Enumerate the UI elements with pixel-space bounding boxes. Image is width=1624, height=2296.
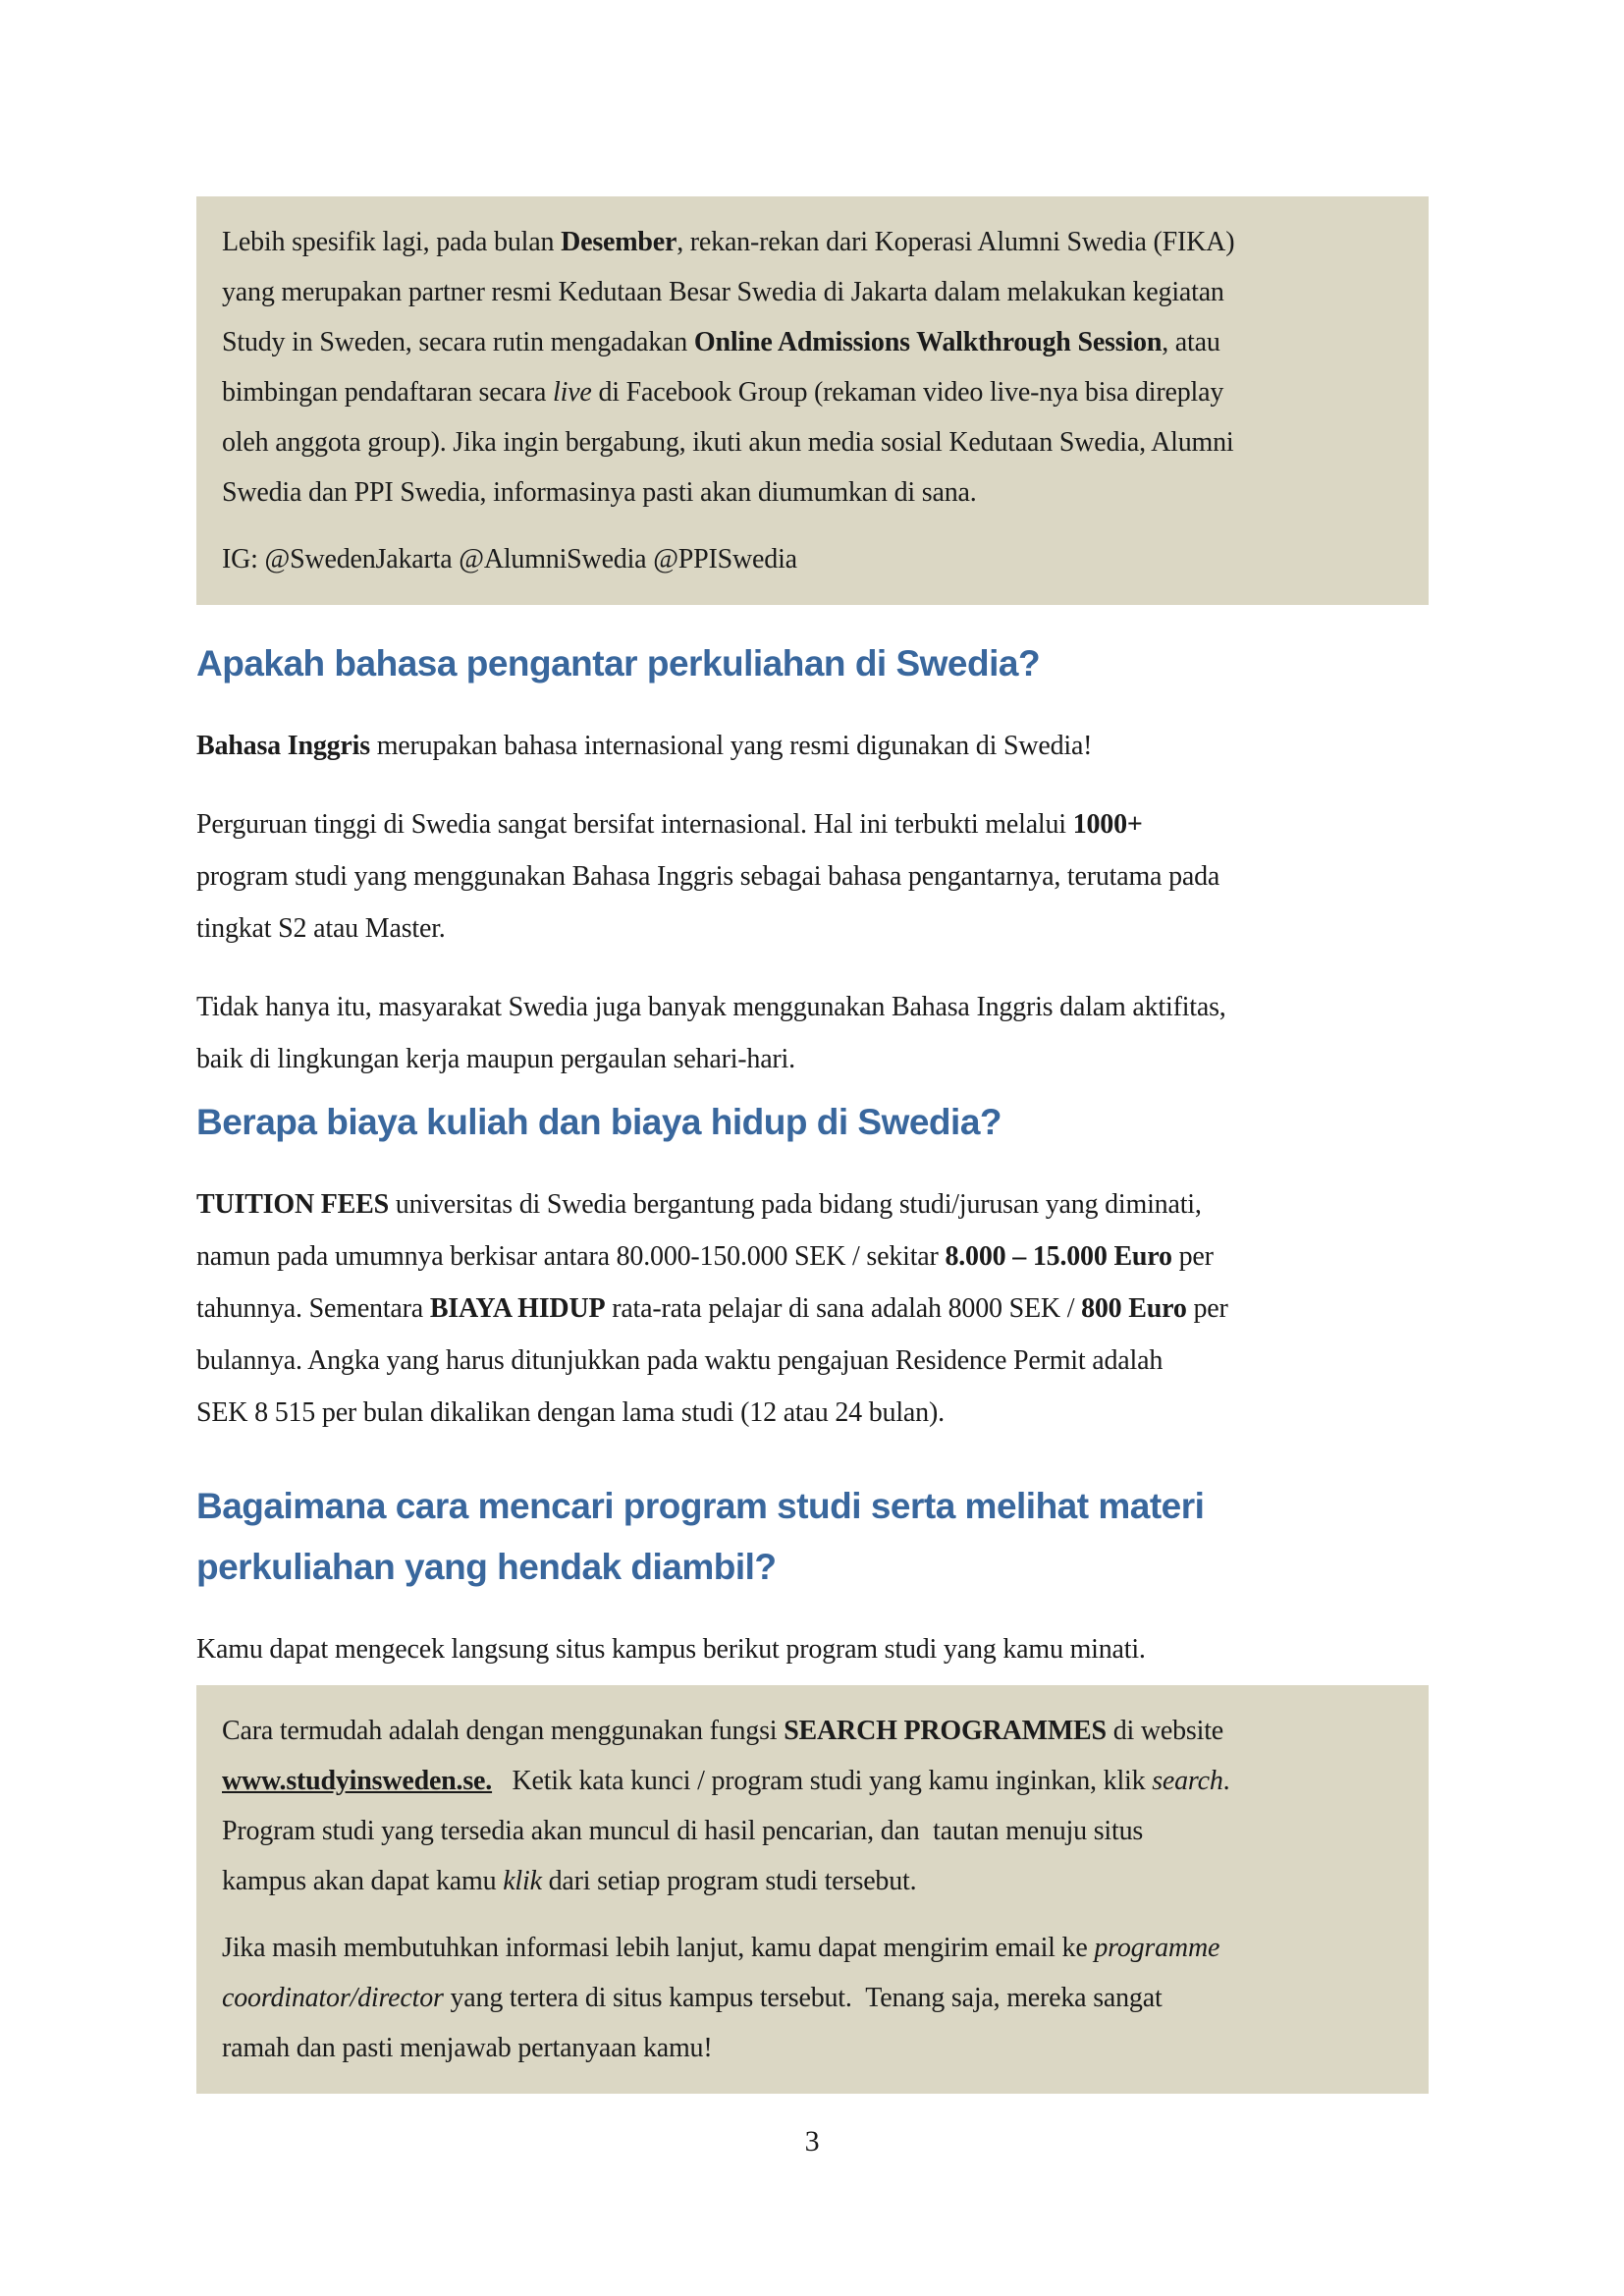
text-run: coordinator/director <box>222 1983 444 2013</box>
callout-paragraph <box>222 1923 1403 2073</box>
text-run: bulannya. Angka yang harus ditunjukkan pada waktu pengajuan Residence Permit adalah <box>196 1345 1164 1376</box>
text-run: Bagaimana cara mencari program studi serta melihat materi <box>196 1486 1205 1526</box>
text-run: Study in Sweden, secara rutin mengadakan <box>222 327 694 357</box>
paragraph <box>196 720 1429 772</box>
text-run: per <box>1171 1241 1214 1272</box>
studyinsweden-link[interactable]: www.studyinsweden.se. <box>222 1766 493 1796</box>
text-run: Apakah bahasa pengantar perkuliahan di Swedia? <box>196 643 1041 683</box>
callout-paragraph <box>222 217 1403 518</box>
text-run: rata-rata pelajar di sana adalah 8000 SEK / <box>605 1293 1082 1324</box>
text-run: . <box>1222 1766 1230 1796</box>
text-run: program studi yang menggunakan Bahasa Inggris sebagai bahasa pengantarnya, terutama pada <box>196 861 1220 892</box>
text-run: Berapa biaya kuliah dan biaya hidup di Swedia? <box>196 1102 1001 1142</box>
text-run: programme <box>1094 1933 1220 1963</box>
section-heading-search <box>196 1476 1429 1598</box>
text-run: Online Admissions Walkthrough Session <box>693 327 1163 357</box>
text-run: Swedia dan PPI Swedia, informasinya pasti akan diumumkan di sana. <box>222 477 977 508</box>
text-run: klik <box>503 1866 542 1896</box>
text-run: 800 Euro <box>1081 1293 1187 1324</box>
text-run: universitas di Swedia bergantung pada bidang studi/jurusan yang diminati, <box>389 1189 1202 1220</box>
text-run: search <box>1152 1766 1223 1796</box>
faq-section-search-programmes <box>196 1476 1429 1702</box>
text-run: 8.000 – 15.000 Euro <box>945 1241 1172 1272</box>
text-run: yang tertera di situs kampus tersebut. Tenang saja, mereka sangat <box>443 1983 1163 2013</box>
text-run: merupakan bahasa internasional yang resmi digunakan di Swedia! <box>369 731 1093 761</box>
text-run: IG: @SwedenJakarta @AlumniSwedia @PPISwedia <box>222 544 797 574</box>
paragraph <box>196 981 1429 1085</box>
text-run: kampus akan dapat kamu <box>222 1866 504 1896</box>
text-run: Perguruan tinggi di Swedia sangat bersifat internasional. Hal ini terbukti melalui <box>196 809 1073 840</box>
text-run: Desember <box>561 227 677 257</box>
text-run: tahunnya. Sementara <box>196 1293 430 1324</box>
text-run: SEK 8 515 per bulan dikalikan dengan lama studi (12 atau 24 bulan). <box>196 1397 945 1428</box>
text-run: bimbingan pendaftaran secara <box>222 377 554 408</box>
faq-section-language <box>196 633 1429 1112</box>
text-run: 1000+ <box>1072 809 1143 840</box>
ig-handles-line <box>222 534 1403 584</box>
text-run: ramah dan pasti menjawab pertanyaan kamu! <box>222 2033 713 2063</box>
text-run: baik di lingkungan kerja maupun pergaulan sehari-hari. <box>196 1044 795 1074</box>
text-run: , atau <box>1162 327 1220 357</box>
text-run: , rekan-rekan dari Koperasi Alumni Swedia (FIKA) <box>677 227 1235 257</box>
text-run: Bahasa Inggris <box>196 731 370 761</box>
text-run: Cara termudah adalah dengan menggunakan fungsi <box>222 1716 785 1746</box>
section-heading-language <box>196 633 1429 694</box>
text-run: tingkat S2 atau Master. <box>196 913 446 944</box>
text-run: di website <box>1106 1716 1224 1746</box>
text-run: SEARCH PROGRAMMES <box>784 1716 1107 1746</box>
text-run: perkuliahan yang hendak diambil? <box>196 1547 777 1587</box>
text-run: BIAYA HIDUP <box>429 1293 606 1324</box>
text-run: yang merupakan partner resmi Kedutaan Besar Swedia di Jakarta dalam melakukan kegiatan <box>222 277 1224 307</box>
text-run: di Facebook Group (rekaman video live-nya bisa direplay <box>591 377 1224 408</box>
paragraph <box>196 1178 1429 1439</box>
page-footer <box>0 2124 1624 2159</box>
callout-paragraph <box>222 1706 1403 1906</box>
info-callout-search-tip <box>196 1685 1429 2094</box>
text-run: namun pada umumnya berkisar antara 80.000-150.000 SEK / sekitar <box>196 1241 946 1272</box>
info-callout-admissions <box>196 196 1429 605</box>
page-number: 3 <box>804 2125 820 2158</box>
text-run: TUITION FEES <box>196 1189 389 1220</box>
text-run: Tidak hanya itu, masyarakat Swedia juga banyak menggunakan Bahasa Inggris dalam aktifitas, <box>196 992 1226 1022</box>
paragraph <box>196 798 1429 955</box>
faq-section-cost <box>196 1092 1429 1465</box>
text-run: oleh anggota group). Jika ingin bergabung, ikuti akun media sosial Kedutaan Swedia, Alumni <box>222 427 1234 458</box>
paragraph <box>196 1623 1429 1675</box>
text-run: Kamu dapat mengecek langsung situs kampus berikut program studi yang kamu minati. <box>196 1634 1146 1665</box>
text-run: live <box>553 377 592 408</box>
text-run: Ketik kata kunci / program studi yang kamu inginkan, klik <box>492 1766 1153 1796</box>
text-run: per <box>1186 1293 1228 1324</box>
section-heading-cost <box>196 1092 1429 1153</box>
text-run: Program studi yang tersedia akan muncul di hasil pencarian, dan tautan menuju situs <box>222 1816 1144 1846</box>
text-run: Jika masih membutuhkan informasi lebih lanjut, kamu dapat mengirim email ke <box>222 1933 1095 1963</box>
text-run: Lebih spesifik lagi, pada bulan <box>222 227 562 257</box>
text-run: dari setiap program studi tersebut. <box>541 1866 917 1896</box>
